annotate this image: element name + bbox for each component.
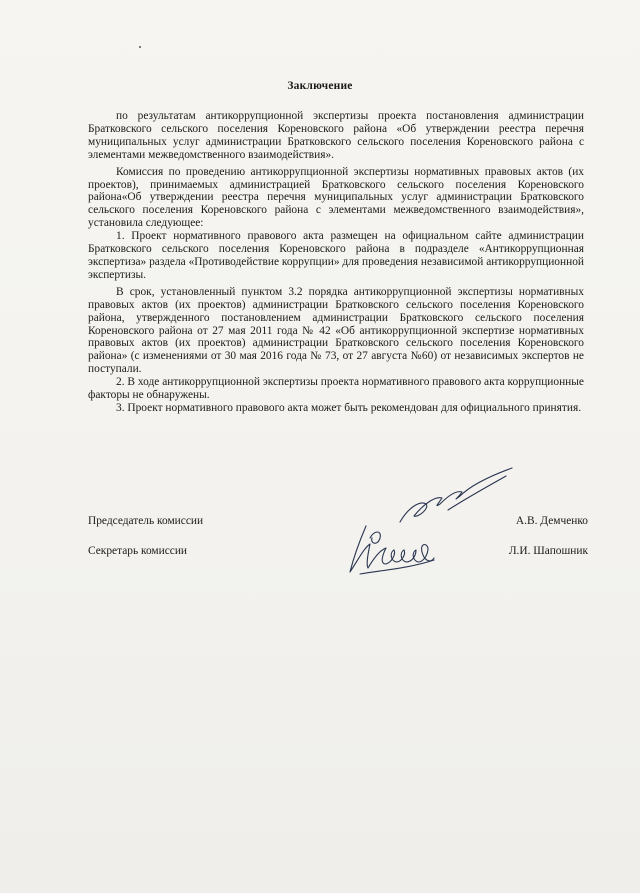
secretary-role-label: Секретарь комиссии (88, 545, 188, 557)
chair-signature-tail (448, 476, 506, 510)
handwritten-signatures (330, 460, 530, 590)
document-title: Заключение (287, 80, 353, 92)
finding-2-paragraph: 2. В ходе антикоррупционной экспертизы проекта нормативного правового акта коррупционные факторы не обнаружены. (88, 376, 584, 402)
finding-3-paragraph: 3. Проект нормативного правового акта может быть рекомендован для официального принятия. (116, 401, 582, 414)
scan-speck (139, 46, 141, 48)
document-body (88, 110, 584, 415)
chair-role-label: Председатель комиссии (88, 515, 204, 527)
intro-paragraph: по результатам антикоррупционной экспертизы проекта постановления администрации Братковского сельского поселения Кореновского района «Об утверждении реестра перечня муниципальных услуг администрации Братковского сельского поселения Кореновского района с элементами межведомственного взаимодействия». (88, 110, 584, 161)
secretary-name: Л.И. Шапошник (508, 545, 588, 557)
secretary-signature-stroke (350, 526, 434, 572)
chair-name: А.В. Демченко (515, 515, 588, 527)
commission-paragraph: Комиссия по проведению антикоррупционной экспертизы нормативных правовых актов (их проектов), принимаемых администрацией Братковского сельского поселения Кореновского района«Об утверждении реестра перечня муниципальных услуг администрации Братковского сельского поселения Кореновского района с элементами межведомственного взаимодействия», установила следующее: (88, 165, 584, 230)
chair-signature-stroke (400, 468, 512, 522)
finding-1-paragraph: 1. Проект нормативного правового акта размещен на официальном сайте администрации Братковского сельского поселения Кореновского района в подразделе «Антикоррупционная экспертиза» раздела «Противодействие коррупции» для проведения независимой антикоррупционной экспертизы. (88, 230, 584, 281)
secretary-signature-loop (370, 532, 380, 543)
deadline-paragraph: В срок, установленный пунктом 3.2 порядка антикоррупционной экспертизы нормативных правовых актов (их проектов) администрации Братковского сельского поселения Кореновского района, утвержденного постановлением администрации Братковского сельского поселения Кореновского района от 27 мая 2011 года № 42 «Об антикоррупционной экспертизе нормативных правовых актов (их проектов) администрации Братковского сельского поселения Кореновского района» (с изменениями от 30 мая 2016 года № 73, от 27 августа №60) от независимых экспертов не поступали. (88, 285, 584, 376)
